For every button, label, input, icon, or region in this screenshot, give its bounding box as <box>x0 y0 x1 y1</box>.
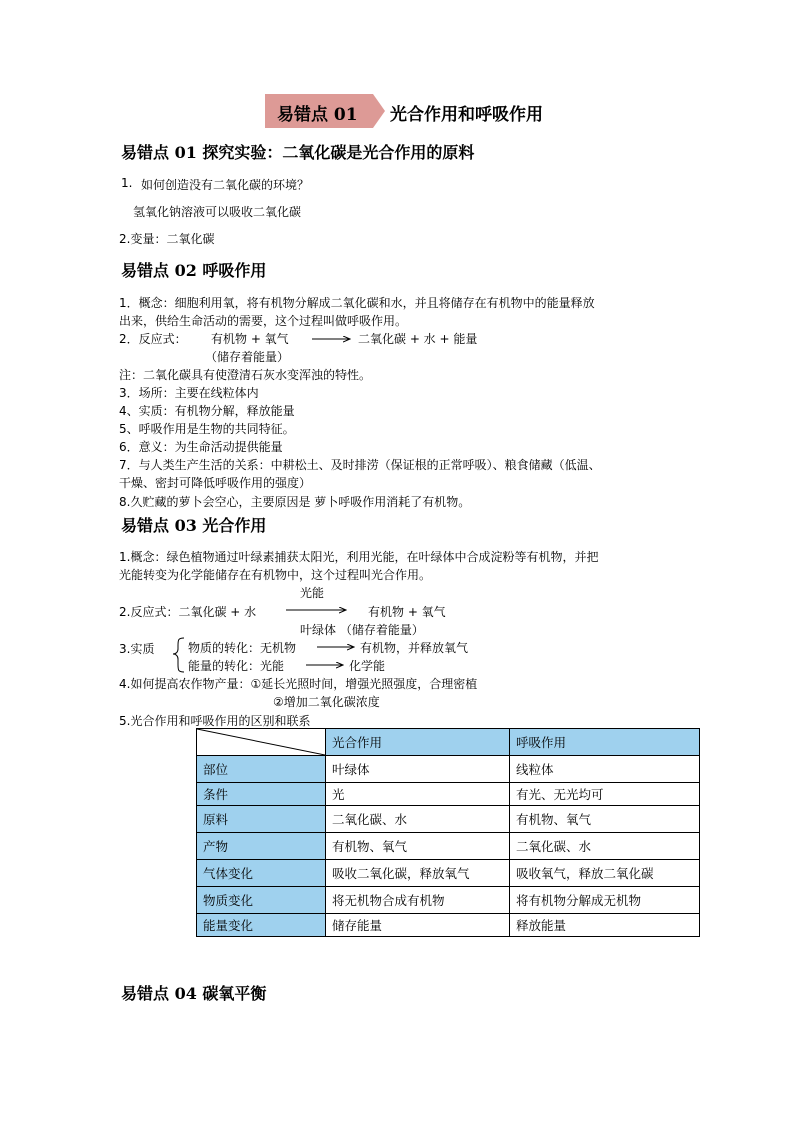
s2-line5: 5、呼吸作用是生物的共同特征。 <box>119 422 295 436</box>
table-cell: 释放能量 <box>510 914 700 937</box>
table-cell: 线粒体 <box>510 756 700 783</box>
s2-eq-left: 有机物 + 氧气 <box>211 332 289 346</box>
s2-line7b: 干燥、密封可降低呼吸作用的强度） <box>119 476 312 490</box>
table-cell: 光 <box>326 783 510 806</box>
table-cell: 有机物、氧气 <box>510 806 700 833</box>
s2-line4: 4、实质：有机物分解，释放能量 <box>119 404 295 418</box>
table-row-label: 产物 <box>197 833 326 860</box>
comparison-table <box>196 728 700 937</box>
table-row-label: 能量变化 <box>197 914 326 937</box>
table-cell: 有光、无光均可 <box>510 783 700 806</box>
s1-q1: 如何创造没有二氧化碳的环境？ <box>141 178 310 192</box>
s2-line1b: 出来，供给生命活动的需要，这个过程叫做呼吸作用。 <box>119 314 408 328</box>
s3-eq-bottom: 叶绿体 （储存着能量） <box>300 623 424 637</box>
s3-line3b-left: 能量的转化：光能 <box>188 659 285 673</box>
s2-eq-note: （储存着能量） <box>205 350 290 364</box>
s3-line3a-right: 有机物，并释放氧气 <box>360 641 469 655</box>
table-row <box>197 756 700 783</box>
table-cell: 将无机物合成有机物 <box>326 887 510 914</box>
table-cell: 有机物、氧气 <box>326 833 510 860</box>
s1-a1: 氢氧化钠溶液可以吸收二氧化碳 <box>133 205 302 219</box>
s3-line5: 5.光合作用和呼吸作用的区别和联系 <box>119 714 311 728</box>
s2-line6: 6．意义：为生命活动提供能量 <box>119 440 283 454</box>
table-row <box>197 783 700 806</box>
table-row <box>197 887 700 914</box>
s3-line1a: 1.概念：绿色植物通过叶绿素捕获太阳光，利用光能，在叶绿体中合成淀粉等有机物，并把 <box>119 550 599 564</box>
table-row <box>197 860 700 887</box>
s1-q2: 2.变量：二氧化碳 <box>119 232 215 246</box>
table-row-label: 原料 <box>197 806 326 833</box>
s2-note: 注：二氧化碳具有使澄清石灰水变浑浊的特性。 <box>119 368 372 382</box>
section2-heading: 易错点 02 呼吸作用 <box>121 261 267 280</box>
table-header: 光合作用 <box>326 729 510 756</box>
s3-eq-right: 有机物 + 氧气 <box>368 605 446 619</box>
s3-line4a: 4.如何提高农作物产量：①延长光照时间，增强光照强度，合理密植 <box>119 677 478 691</box>
s2-line1a: 1．概念：细胞利用氧，将有机物分解成二氧化碳和水，并且将储存在有机物中的能量释放 <box>119 296 595 310</box>
s3-line3-label: 3.实质 <box>119 642 155 656</box>
table-cell: 吸收二氧化碳，释放氧气 <box>326 860 510 887</box>
table-row-label: 条件 <box>197 783 326 806</box>
s2-line3: 3．场所：主要在线粒体内 <box>119 386 259 400</box>
s2-line8: 8.久贮藏的萝卜会空心，主要原因是 萝卜呼吸作用消耗了有机物。 <box>119 495 471 509</box>
table-row-label: 物质变化 <box>197 887 326 914</box>
corner-diagonal <box>197 729 325 755</box>
s3-line1b: 光能转变为化学能储存在有机物中，这个过程叫光合作用。 <box>119 568 432 582</box>
table-cell: 叶绿体 <box>326 756 510 783</box>
table-cell: 将有机物分解成无机物 <box>510 887 700 914</box>
table-row-label: 部位 <box>197 756 326 783</box>
s1-q1-number: 1. <box>121 176 133 190</box>
section4-heading: 易错点 04 碳氧平衡 <box>121 984 267 1003</box>
s2-eq-label: 2．反应式： <box>119 332 187 346</box>
title-part2: 光合作用和呼吸作用 <box>390 105 543 125</box>
s3-line4b: ②增加二氧化碳浓度 <box>273 695 380 709</box>
table-row-label: 气体变化 <box>197 860 326 887</box>
table-cell: 吸收氧气，释放二氧化碳 <box>510 860 700 887</box>
table-cell: 二氧化碳、水 <box>510 833 700 860</box>
s3-eq-label: 2.反应式：二氧化碳 + 水 <box>119 605 257 619</box>
table-corner-cell <box>197 729 326 756</box>
table-cell: 储存能量 <box>326 914 510 937</box>
title-part1: 易错点 01 <box>277 105 358 125</box>
table-row <box>197 806 700 833</box>
table-row <box>197 833 700 860</box>
table-header: 呼吸作用 <box>510 729 700 756</box>
table-cell: 二氧化碳、水 <box>326 806 510 833</box>
s2-line7a: 7．与人类生产生活的关系：中耕松土、及时排涝（保证根的正常呼吸）、粮食储藏（低温、 <box>119 458 601 472</box>
s3-line3a-left: 物质的转化：无机物 <box>188 641 297 655</box>
table-row <box>197 914 700 937</box>
section1-heading: 易错点 01 探究实验：二氧化碳是光合作用的原料 <box>121 143 475 162</box>
s3-brace <box>173 638 184 672</box>
s3-eq-top: 光能 <box>300 586 325 600</box>
section3-heading: 易错点 03 光合作用 <box>121 516 267 535</box>
s3-line3b-right: 化学能 <box>349 659 386 673</box>
s2-eq-right: 二氧化碳 + 水 + 能量 <box>358 332 478 346</box>
